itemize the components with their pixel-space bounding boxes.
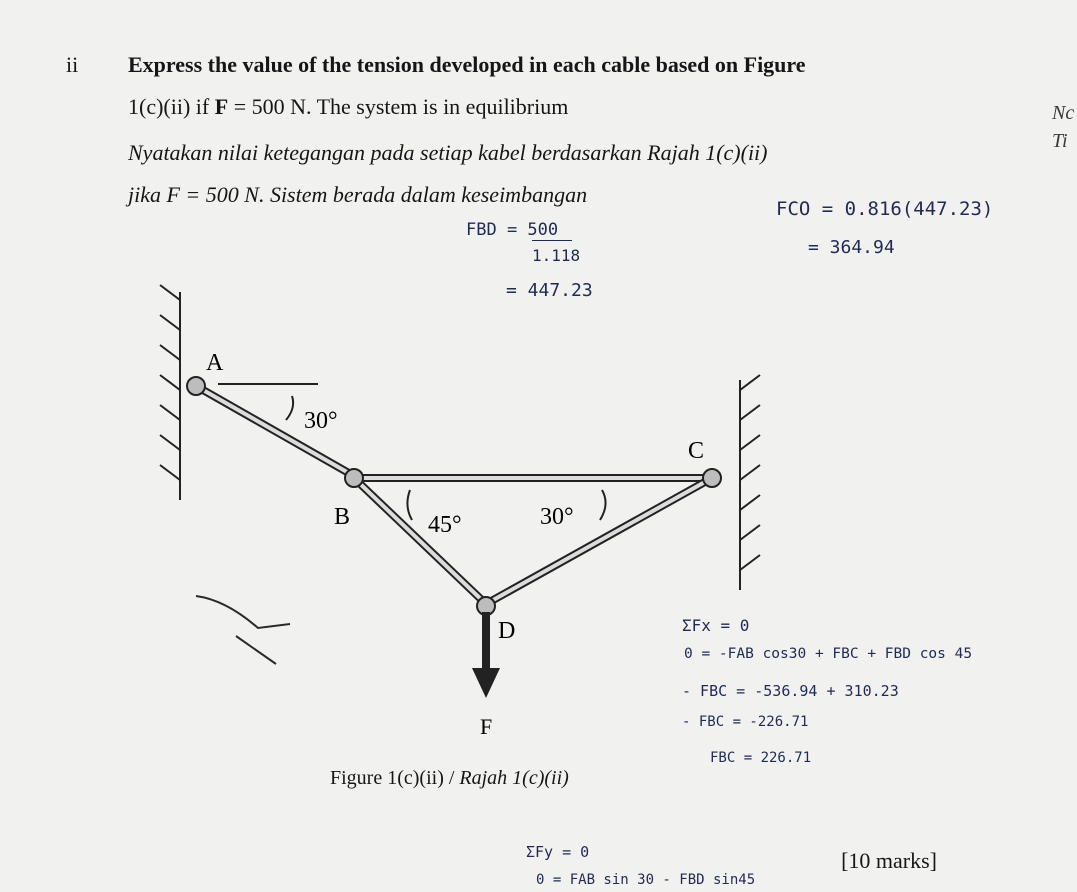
- margin-fragment-1: Nc: [1052, 102, 1075, 124]
- question-ref: 1(c)(ii) if: [128, 94, 215, 119]
- figure-caption: [330, 767, 569, 790]
- hand-sumfx-line2: 0 = -FAB cos30 + FBC + FBD cos 45: [684, 646, 973, 662]
- label-d: D: [498, 618, 516, 644]
- angle-label-c: 30°: [540, 504, 574, 530]
- question-malay-line1: Nyatakan nilai ketegangan pada setiap kabel berdasarkan Rajah 1(c)(ii): [128, 140, 768, 165]
- force-arrow-head: [472, 668, 500, 698]
- hand-fcd-line2: = 364.94: [808, 237, 895, 258]
- angle-arc-a: [286, 396, 293, 420]
- hand-sketch-curve: [196, 596, 290, 628]
- angle-arc-c: [600, 490, 606, 520]
- label-c: C: [688, 438, 705, 464]
- angle-label-a: 30°: [304, 408, 338, 434]
- hand-sumfx-line1: ΣFx = 0: [682, 616, 750, 635]
- joint-b: [345, 469, 363, 487]
- caption-english: Figure 1(c)(ii) /: [330, 767, 460, 789]
- hand-sumfx-line4: - FBC = -226.71: [682, 714, 809, 730]
- hand-sumfx-line3: - FBC = -536.94 + 310.23: [682, 682, 899, 700]
- hand-sumfy-line1: ΣFy = 0: [526, 843, 590, 861]
- label-a: A: [206, 350, 224, 376]
- caption-malay: Rajah 1(c)(ii): [459, 767, 569, 789]
- hand-fbd-line2: 1.118: [532, 246, 581, 265]
- hand-sketch-line: [236, 636, 276, 664]
- question-malay-line2: jika F = 500 N. Sistem berada dalam keseimbangan: [128, 182, 588, 207]
- hand-sumfx-line5: FBC = 226.71: [710, 750, 812, 766]
- force-variable: F: [214, 94, 229, 119]
- margin-fragment-2: Ti: [1052, 130, 1068, 152]
- angle-label-b: 45°: [428, 512, 462, 538]
- label-b: B: [334, 504, 351, 530]
- joint-c: [703, 469, 721, 487]
- angle-arc-b: [407, 490, 412, 520]
- hand-sumfy-line2: 0 = FAB sin 30 - FBD sin45: [536, 872, 756, 888]
- question-condition: = 500 N. The system is in equilibrium: [228, 94, 569, 119]
- cable-cd: [486, 478, 712, 604]
- right-wall: [740, 375, 760, 590]
- hand-fbd-line1: FBD = 500: [466, 220, 559, 240]
- marks-label: [10 marks]: [841, 848, 937, 873]
- question-english-line1: Express the value of the tension developed in each cable based on Figure: [128, 52, 806, 77]
- hand-fbd-line3: = 447.23: [506, 280, 593, 301]
- cable-bd: [354, 478, 486, 604]
- question-number: ii: [66, 52, 79, 77]
- hand-fcd-line1: FCO = 0.816(447.23): [776, 198, 994, 220]
- joint-a: [187, 377, 205, 395]
- left-wall: [160, 285, 180, 500]
- label-f: F: [480, 714, 493, 739]
